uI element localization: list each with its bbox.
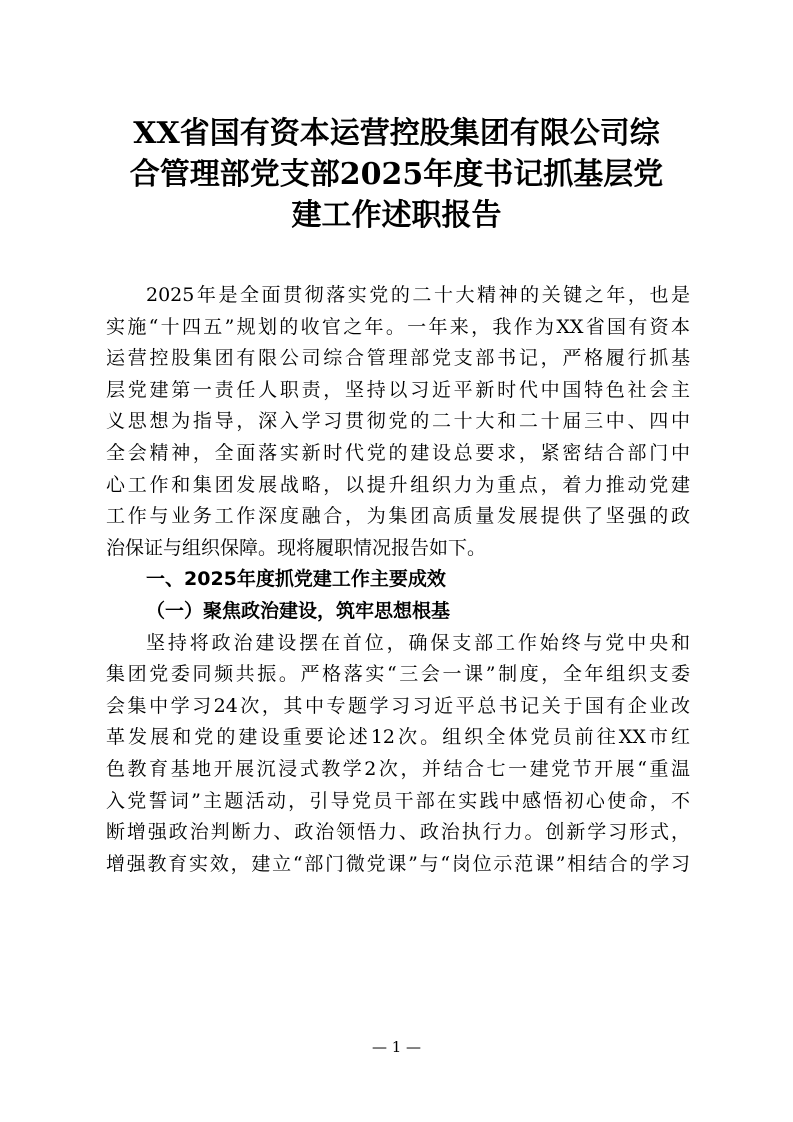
section-heading: 一、2025年度抓党建工作主要成效 <box>146 568 446 591</box>
paragraph-line: 义思想为指导，深入学习贯彻党的二十大和二十届三中、四中 <box>106 410 690 433</box>
paragraph-line: 坚持将政治建设摆在首位，确保支部工作始终与党中央和 <box>146 631 690 654</box>
paragraph-line: 色教育基地开展沉浸式教学2次，并结合七一建党节开展“重温 <box>106 757 690 780</box>
page-number: — 1 — <box>371 1038 422 1056</box>
paragraph-line: 治保证与组织保障。现将履职情况报告如下。 <box>106 536 487 559</box>
paragraph-line: 2025年是全面贯彻落实党的二十大精神的关键之年，也是 <box>146 284 690 306</box>
document-title <box>80 113 713 236</box>
paragraph-line: 层党建第一责任人职责，坚持以习近平新时代中国特色社会主 <box>106 378 690 401</box>
title-line: 建工作述职报告 <box>291 198 502 233</box>
paragraph-line: 心工作和集团发展战略，以提升组织力为重点，着力推动党建 <box>106 473 690 496</box>
title-line: 合管理部党支部2025年度书记抓基层党 <box>129 157 664 192</box>
paragraph-line: 运营控股集团有限公司综合管理部党支部书记，严格履行抓基 <box>106 347 690 370</box>
document-body <box>106 280 690 880</box>
paragraph-line: 入党誓词”主题活动，引导党员干部在实践中感悟初心使命，不 <box>106 789 690 812</box>
paragraph-line: 集团党委同频共振。严格落实“三会一课”制度，全年组织支委 <box>106 663 690 686</box>
paragraph-line: 工作与业务工作深度融合，为集团高质量发展提供了坚强的政 <box>106 505 690 528</box>
paragraph-line: 增强教育实效，建立“部门微党课”与“岗位示范课”相结合的学习 <box>106 852 690 875</box>
paragraph-line: 会集中学习24次，其中专题学习习近平总书记关于国有企业改 <box>106 694 690 717</box>
paragraph-line: 实施“十四五”规划的收官之年。一年来，我作为XX省国有资本 <box>106 315 690 338</box>
paragraph-line: 断增强政治判断力、政治领悟力、政治执行力。创新学习形式， <box>106 821 690 844</box>
paragraph-line: 革发展和党的建设重要论述12次。组织全体党员前往XX市红 <box>106 726 690 749</box>
subsection-heading: （一）聚焦政治建设，筑牢思想根基 <box>146 599 451 622</box>
paragraph-line: 全会精神，全面落实新时代党的建设总要求，紧密结合部门中 <box>106 441 690 464</box>
title-line: XX省国有资本运营控股集团有限公司综 <box>133 116 660 151</box>
